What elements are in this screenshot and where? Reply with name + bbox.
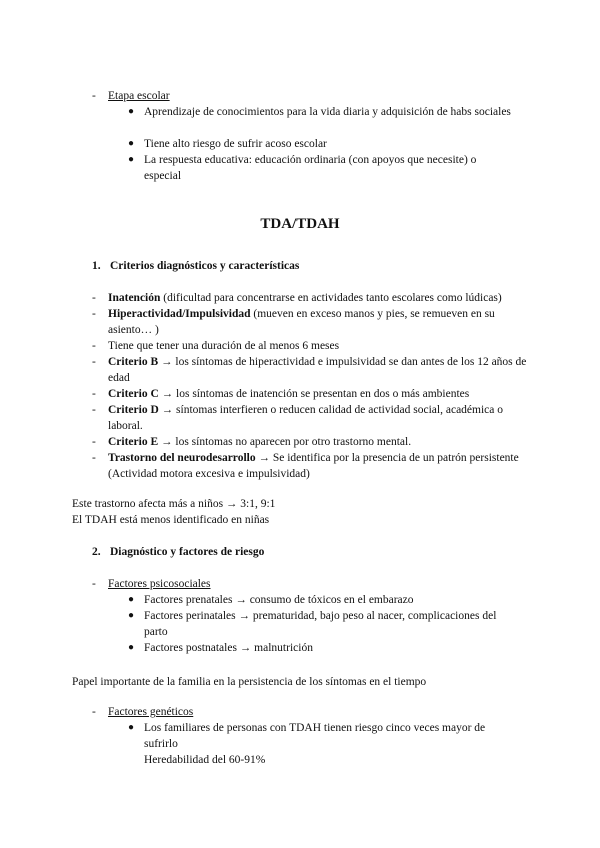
criteria-item: - Criterio C → los síntomas de inatención se presentan en dos o más ambientes	[92, 388, 470, 400]
etapa-bullet: ● Aprendizaje de conocimientos para la vida diaria y adquisición de habs sociales	[128, 106, 511, 118]
criteria-item: - Criterio E → los síntomas no aparecen por otro trastorno mental.	[92, 436, 412, 448]
dash-marker: -	[92, 90, 96, 102]
note-line: Este trastorno afecta más a niños → 3:1, 9:1	[72, 498, 276, 510]
bullet-icon: ●	[128, 154, 135, 165]
criteria-item: - Trastorno del neurodesarrollo → Se identifica por la presencia de un patrón persistente (Actividad motora excesiva e impulsividad)	[92, 452, 519, 480]
etapa-bullet: ● Tiene alto riesgo de sufrir acoso escolar	[128, 138, 327, 150]
bullet-icon: ●	[128, 642, 135, 653]
bullet-icon: ●	[128, 138, 135, 149]
etapa-escolar-item	[92, 88, 530, 104]
etapa-bullet: ● La respuesta educativa: educación ordinaria (con apoyos que necesite) o especial	[128, 154, 477, 182]
bullet-icon: ●	[128, 610, 135, 621]
psico-bullet: ● Factores prenatales → consumo de tóxicos en el embarazo	[128, 594, 414, 606]
criteria-item: - Inatención (dificultad para concentrarse en actividades tanto escolares como lúdicas)	[92, 292, 502, 304]
page-title: TDA/TDAH	[260, 216, 340, 232]
psicosociales-item: - Factores psicosociales	[92, 576, 530, 592]
psico-bullet: ● Factores perinatales → prematuridad, bajo peso al nacer, complicaciones del parto	[128, 610, 497, 638]
etapa-escolar-heading: Etapa escolar	[108, 90, 170, 102]
bullet-icon: ●	[128, 106, 135, 117]
geneticos-item: - Factores genéticos	[92, 704, 530, 720]
geneticos-heading: Factores genéticos	[108, 706, 194, 718]
psico-bullet: ● Factores postnatales → malnutrición	[128, 642, 313, 654]
bullet-icon: ●	[128, 594, 135, 605]
criteria-item: - Criterio B → los síntomas de hiperactividad e impulsividad se dan antes de los 12 años de edad	[92, 356, 527, 384]
bullet-icon: ●	[128, 722, 135, 733]
heredabilidad-line: Heredabilidad del 60-91%	[144, 754, 266, 766]
psicosociales-heading: Factores psicosociales	[108, 578, 211, 590]
criteria-item: - Hiperactividad/Impulsividad (mueven en exceso manos y pies, se remueven en su asiento… )	[92, 308, 495, 336]
section-2-heading: 2. Diagnóstico y factores de riesgo	[92, 546, 265, 558]
papel-familia-note: Papel importante de la familia en la persistencia de los síntomas en el tiempo	[72, 676, 427, 688]
criteria-item: - Tiene que tener una duración de al menos 6 meses	[92, 340, 340, 352]
note-line: El TDAH está menos identificado en niñas	[72, 514, 270, 526]
criteria-item: - Criterio D → síntomas interfieren o reducen calidad de actividad social, académica o laboral.	[92, 404, 503, 432]
section-1-heading: 1. Criterios diagnósticos y características	[92, 260, 300, 272]
geneticos-bullet: ● Los familiares de personas con TDAH tienen riesgo cinco veces mayor de sufrirlo	[128, 722, 486, 750]
